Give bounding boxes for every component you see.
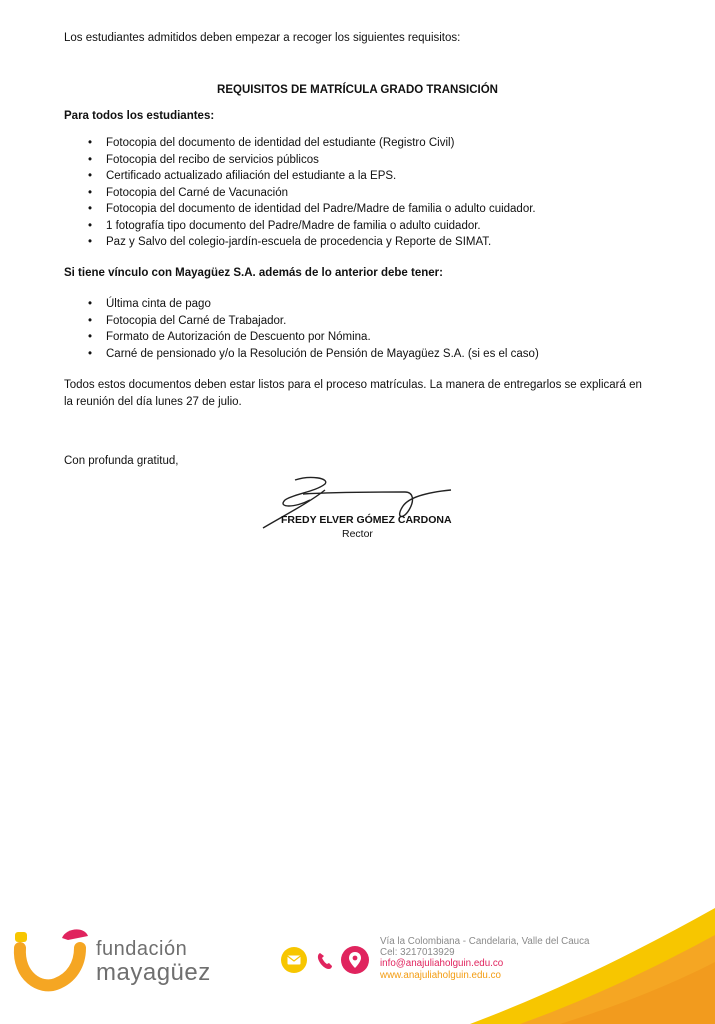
list-item: • Última cinta de pago (64, 296, 539, 313)
bullet-icon: • (88, 137, 93, 149)
brand-line-2: mayagüez (96, 959, 211, 986)
list-item: • Certificado actualizado afiliación del estudiante a la EPS. (64, 168, 536, 185)
brand-line-1: fundación (96, 938, 188, 960)
phone-text: Cel: 3217013929 (380, 947, 455, 959)
list-item: • Fotocopia del Carné de Vacunación (64, 185, 536, 202)
closing-line-1: Todos estos documentos deben estar listos para el proceso matrículas. La manera de entregarlos se explicará en (64, 379, 642, 391)
email-link[interactable]: info@anajuliaholguin.edu.co (380, 958, 504, 970)
list-item: • Fotocopia del Carné de Trabajador. (64, 313, 539, 330)
requirements-heading: REQUISITOS DE MATRÍCULA GRADO TRANSICIÓN (217, 84, 498, 96)
bullet-icon: • (88, 170, 93, 182)
list-item: • Fotocopia del recibo de servicios públicos (64, 152, 536, 169)
brand-name (96, 938, 211, 986)
farewell-text: Con profunda gratitud, (64, 455, 179, 467)
signer-role: Rector (342, 528, 373, 540)
bullet-icon: • (88, 186, 93, 199)
section2-list (64, 296, 539, 362)
location-pin-icon (341, 946, 369, 974)
phone-icon (317, 952, 333, 970)
bullet-icon: • (88, 298, 93, 310)
address-text: Vía la Colombiana - Candelaria, Valle del Cauca (380, 936, 590, 947)
list-item: • Paz y Salvo del colegio-jardín-escuela de procedencia y Reporte de SIMAT. (64, 234, 536, 251)
signer-name: FREDY ELVER GÓMEZ CARDONA (281, 514, 452, 526)
list-item: • Fotocopia del documento de identidad del estudiante (Registro Civil) (64, 135, 536, 152)
website-link[interactable]: www.anajuliaholguin.edu.co (380, 969, 501, 981)
bullet-icon: • (88, 153, 93, 166)
list-item: • 1 fotografía tipo documento del Padre/Madre de familia o adulto cuidador. (64, 218, 536, 235)
section1-title: Para todos los estudiantes: (64, 110, 215, 122)
section1-list (64, 135, 536, 251)
bullet-icon: • (88, 219, 93, 232)
list-item: • Formato de Autorización de Descuento por Nómina. (64, 329, 539, 346)
signature-block (255, 470, 465, 550)
bullet-icon: • (88, 203, 93, 215)
bullet-icon: • (88, 347, 93, 360)
mail-icon (281, 947, 307, 973)
bullet-icon: • (88, 331, 93, 343)
list-item: • Carné de pensionado y/o la Resolución de Pensión de Mayagüez S.A. (si es el caso) (64, 346, 539, 363)
contact-info (380, 936, 589, 981)
brand-logo-icon (10, 924, 90, 994)
list-item: • Fotocopia del documento de identidad del Padre/Madre de familia o adulto cuidador. (64, 201, 536, 218)
bullet-icon: • (88, 314, 93, 327)
section2-title: Si tiene vínculo con Mayagüez S.A. además de lo anterior debe tener: (64, 267, 443, 279)
intro-text: Los estudiantes admitidos deben empezar a recoger los siguientes requisitos: (64, 32, 461, 44)
bullet-icon: • (88, 236, 93, 248)
closing-line-2: la reunión del día lunes 27 de julio. (64, 396, 242, 408)
footer (0, 880, 715, 1024)
